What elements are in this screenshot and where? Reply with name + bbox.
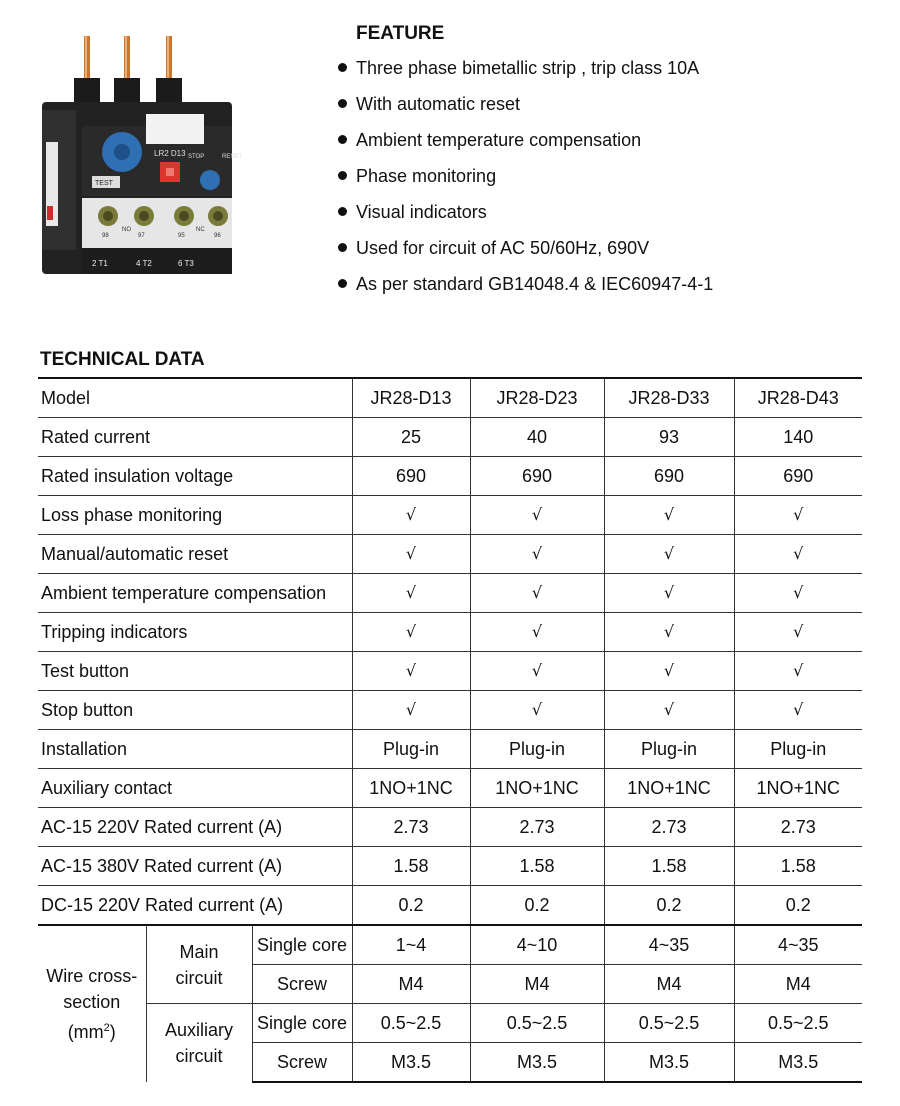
photo-terminal-label: 95 <box>178 233 185 239</box>
table-cell: 690 <box>734 457 862 496</box>
table-row-model <box>38 378 862 418</box>
table-row <box>38 769 862 808</box>
table-cell: Plug-in <box>352 730 470 769</box>
check-icon: √ <box>734 613 862 652</box>
table-row <box>38 418 862 457</box>
check-icon: √ <box>734 535 862 574</box>
table-cell: 25 <box>352 418 470 457</box>
reset-button-icon <box>200 170 220 190</box>
photo-terminal-label: 96 <box>214 233 221 239</box>
table-cell: Plug-in <box>604 730 734 769</box>
table-cell: 0.5~2.5 <box>470 1004 604 1043</box>
table-row-wire-aux-single <box>38 1004 862 1043</box>
table-cell: 0.5~2.5 <box>604 1004 734 1043</box>
feature-item: Three phase bimetallic strip , trip class 10A <box>338 56 878 92</box>
wire-cross-section-label: Wire cross- section $(mm^2)$ <box>38 925 146 1082</box>
screw-label: Screw <box>252 1043 352 1083</box>
check-icon: √ <box>470 613 604 652</box>
table-cell: 1~4 <box>352 925 470 965</box>
table-cell: Plug-in <box>734 730 862 769</box>
photo-test-label: TEST <box>95 180 113 187</box>
table-cell: M4 <box>470 965 604 1004</box>
table-row <box>38 652 862 691</box>
row-label: Model <box>38 378 352 418</box>
feature-item: Ambient temperature compensation <box>338 128 878 164</box>
check-icon: √ <box>470 652 604 691</box>
photo-output-label: 2 T1 <box>92 259 108 268</box>
photo-output-label: 6 T3 <box>178 259 194 268</box>
check-icon: √ <box>734 652 862 691</box>
table-cell: 0.2 <box>604 886 734 926</box>
table-cell: M3.5 <box>352 1043 470 1083</box>
copper-pins <box>84 36 172 82</box>
table-cell: 140 <box>734 418 862 457</box>
row-label: Test button <box>38 652 352 691</box>
table-row <box>38 691 862 730</box>
screw-label: Screw <box>252 965 352 1004</box>
check-icon: √ <box>604 613 734 652</box>
table-cell: 0.2 <box>470 886 604 926</box>
table-cell: 690 <box>604 457 734 496</box>
table-cell: 1NO+1NC <box>470 769 604 808</box>
row-label: AC-15 220V Rated current (A) <box>38 808 352 847</box>
technical-data-table <box>38 377 862 1083</box>
check-icon: √ <box>352 574 470 613</box>
table-cell: 93 <box>604 418 734 457</box>
main-circuit-label: Main circuit <box>146 925 252 1004</box>
row-label: Ambient temperature compensation <box>38 574 352 613</box>
row-label: Manual/automatic reset <box>38 535 352 574</box>
table-cell: 4~10 <box>470 925 604 965</box>
check-icon: √ <box>734 496 862 535</box>
product-photo <box>38 30 248 282</box>
row-label: Loss phase monitoring <box>38 496 352 535</box>
table-cell: 2.73 <box>604 808 734 847</box>
row-label: DC-15 220V Rated current (A) <box>38 886 352 926</box>
table-cell: M4 <box>352 965 470 1004</box>
check-icon: √ <box>352 496 470 535</box>
table-cell: Plug-in <box>470 730 604 769</box>
table-row <box>38 496 862 535</box>
table-cell: 1NO+1NC <box>604 769 734 808</box>
table-cell: 1.58 <box>352 847 470 886</box>
check-icon: √ <box>604 574 734 613</box>
table-row <box>38 574 862 613</box>
table-cell: M3.5 <box>734 1043 862 1083</box>
check-icon: √ <box>352 691 470 730</box>
table-cell: 2.73 <box>734 808 862 847</box>
table-row <box>38 886 862 926</box>
auxiliary-circuit-label: Auxiliary circuit <box>146 1004 252 1083</box>
check-icon: √ <box>604 652 734 691</box>
model-cell: JR28-D43 <box>734 378 862 418</box>
table-row <box>38 847 862 886</box>
photo-terminal-label: NC <box>196 227 205 233</box>
row-label: Stop button <box>38 691 352 730</box>
table-row-wire-main-single <box>38 925 862 965</box>
check-icon: √ <box>734 574 862 613</box>
check-icon: √ <box>352 535 470 574</box>
row-label: Rated current <box>38 418 352 457</box>
table-cell: 4~35 <box>604 925 734 965</box>
photo-stop-label: STOP <box>188 154 205 160</box>
check-icon: √ <box>604 535 734 574</box>
table-cell: 2.73 <box>352 808 470 847</box>
check-icon: √ <box>734 691 862 730</box>
table-cell: M4 <box>734 965 862 1004</box>
table-row <box>38 613 862 652</box>
table-cell: 690 <box>352 457 470 496</box>
photo-terminal-label: NO <box>122 227 131 233</box>
table-cell: 0.5~2.5 <box>734 1004 862 1043</box>
photo-terminal-label: 97 <box>138 233 145 239</box>
row-label: Installation <box>38 730 352 769</box>
feature-item: Used for circuit of AC 50/60Hz, 690V <box>338 236 878 272</box>
table-row <box>38 808 862 847</box>
check-icon: √ <box>604 691 734 730</box>
table-row <box>38 535 862 574</box>
table-cell: 4~35 <box>734 925 862 965</box>
table-cell: 690 <box>470 457 604 496</box>
feature-title: FEATURE <box>356 23 445 44</box>
table-cell: M3.5 <box>604 1043 734 1083</box>
photo-terminal-label: 98 <box>102 233 109 239</box>
model-cell: JR28-D13 <box>352 378 470 418</box>
check-icon: √ <box>470 535 604 574</box>
table-row <box>38 730 862 769</box>
table-cell: 40 <box>470 418 604 457</box>
single-core-label: Single core <box>252 1004 352 1043</box>
feature-item: Visual indicators <box>338 200 878 236</box>
row-label: Tripping indicators <box>38 613 352 652</box>
row-label: Rated insulation voltage <box>38 457 352 496</box>
table-cell: 1.58 <box>470 847 604 886</box>
row-label: AC-15 380V Rated current (A) <box>38 847 352 886</box>
feature-list <box>338 56 878 308</box>
row-label: Auxiliary contact <box>38 769 352 808</box>
table-cell: 0.5~2.5 <box>352 1004 470 1043</box>
photo-output-label: 4 T2 <box>136 259 152 268</box>
check-icon: √ <box>470 691 604 730</box>
table-cell: 0.2 <box>352 886 470 926</box>
table-cell: M3.5 <box>470 1043 604 1083</box>
table-cell: 1.58 <box>734 847 862 886</box>
model-cell: JR28-D23 <box>470 378 604 418</box>
table-cell: 0.2 <box>734 886 862 926</box>
check-icon: √ <box>352 613 470 652</box>
check-icon: √ <box>352 652 470 691</box>
feature-section <box>338 22 878 308</box>
check-icon: √ <box>470 574 604 613</box>
table-cell: 1NO+1NC <box>352 769 470 808</box>
photo-reset-label: RESET <box>222 154 243 160</box>
feature-item: With automatic reset <box>338 92 878 128</box>
check-icon: √ <box>470 496 604 535</box>
table-cell: 1NO+1NC <box>734 769 862 808</box>
table-cell: M4 <box>604 965 734 1004</box>
table-cell: 1.58 <box>604 847 734 886</box>
check-icon: √ <box>604 496 734 535</box>
single-core-label: Single core <box>252 925 352 965</box>
table-row <box>38 457 862 496</box>
photo-model-label: LR2 D13 <box>154 149 186 158</box>
feature-item: As per standard GB14048.4 & IEC60947-4-1 <box>338 272 878 308</box>
technical-data-title: TECHNICAL DATA <box>40 349 205 370</box>
model-cell: JR28-D33 <box>604 378 734 418</box>
feature-item: Phase monitoring <box>338 164 878 200</box>
table-cell: 2.73 <box>470 808 604 847</box>
